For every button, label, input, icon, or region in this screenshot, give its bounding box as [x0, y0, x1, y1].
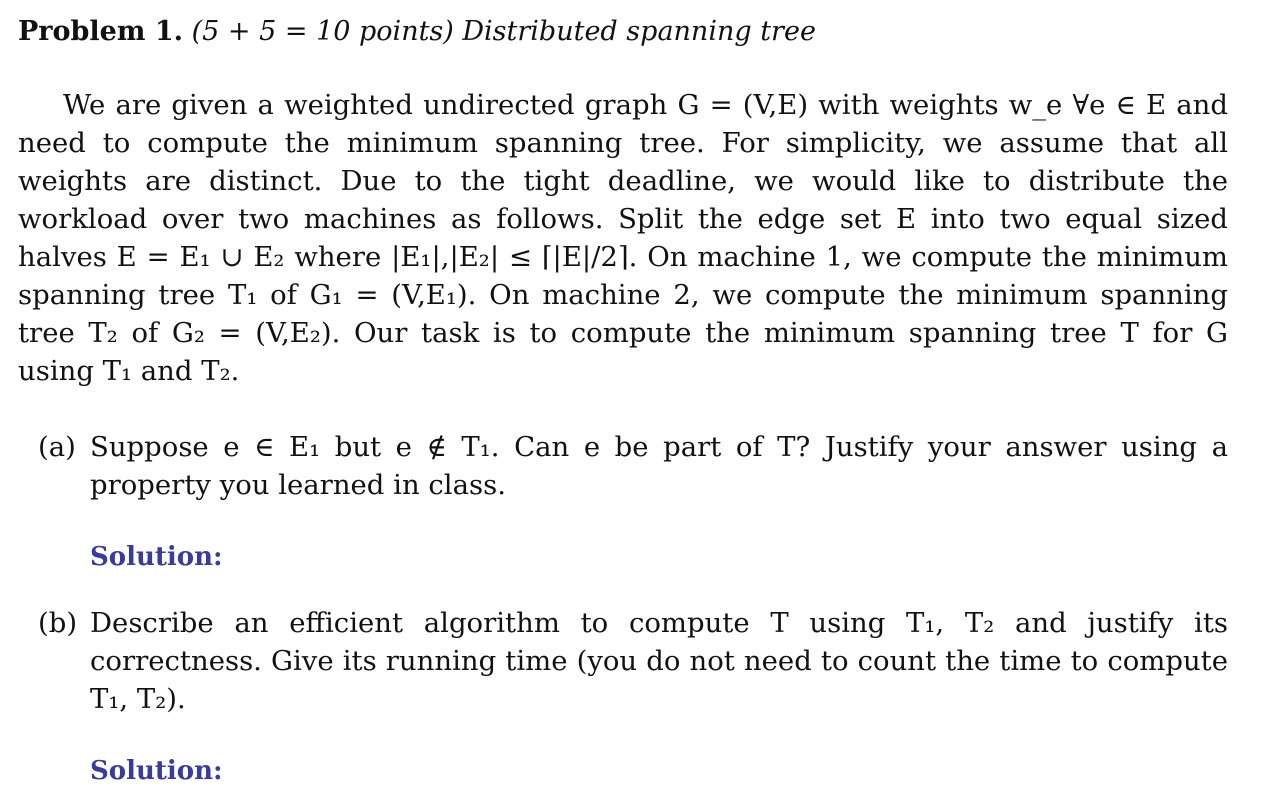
part-a-question: Suppose e ∈ E₁ but e ∉ T₁. Can e be part of T? Justify your answer using a property you learned in class.	[90, 431, 1228, 501]
problem-points-title: (5 + 5 = 10 points) Distributed spanning tree	[191, 16, 816, 47]
part-b-marker: (b)	[38, 607, 78, 639]
part-b	[18, 604, 1228, 718]
part-a-marker: (a)	[38, 431, 76, 463]
problem-label: Problem 1.	[18, 16, 184, 47]
problem-statement: We are given a weighted undirected graph G = (V,E) with weights w_e ∀e ∈ E and need to compute the minimum spanning tree. For simplicity, we assume that all weights are distinct. Due to the tight deadline, we would like to distribute the workload over two machines as follows. Split the edge set E into two equal sized halves E = E₁ ∪ E₂ where |E₁|,|E₂| ≤ ⌈|E|/2⌉. On machine 1, we compute the minimum spanning tree T₁ of G₁ = (V,E₁). On machine 2, we compute the minimum spanning tree T₂ of G₂ = (V,E₂). Our task is to compute the minimum spanning tree T for G using T₁ and T₂.	[18, 89, 1228, 387]
problem-header	[18, 12, 1228, 52]
part-b-question: Describe an efficient algorithm to compute T using T₁, T₂ and justify its correctness. Give its running time (you do not need to count the time to compute T₁, T₂).	[90, 607, 1228, 715]
part-a-solution-label: Solution:	[90, 542, 223, 572]
problem-page	[18, 12, 1228, 790]
part-b-solution-label: Solution:	[90, 756, 223, 786]
part-a	[18, 428, 1228, 504]
